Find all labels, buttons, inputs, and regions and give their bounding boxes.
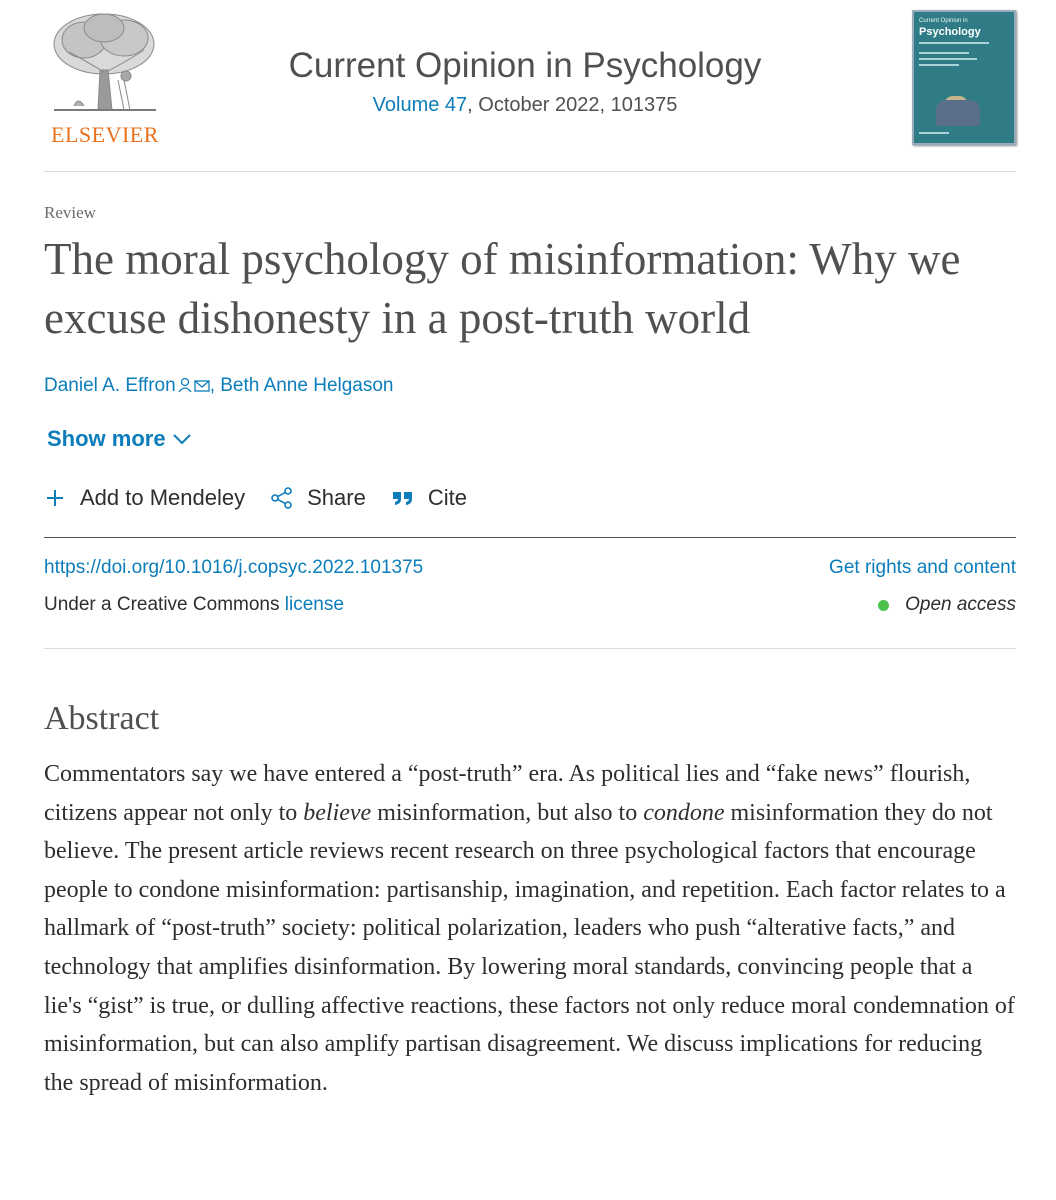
abstract-heading: Abstract bbox=[44, 700, 160, 737]
add-to-mendeley-button[interactable] bbox=[44, 485, 245, 511]
author-separator: , bbox=[209, 375, 221, 396]
person-icon[interactable] bbox=[178, 377, 192, 399]
rights-link[interactable]: Get rights and content bbox=[829, 557, 1016, 578]
license-link[interactable]: license bbox=[284, 594, 344, 615]
cover-text-line bbox=[919, 52, 969, 54]
journal-issue bbox=[194, 94, 856, 117]
share-button[interactable] bbox=[271, 485, 366, 511]
abstract-emphasis: believe bbox=[303, 799, 372, 826]
abstract-text-part: misinformation, but also to bbox=[371, 799, 644, 826]
cover-illustration bbox=[936, 100, 980, 126]
article-title: The moral psychology of misinformation: Why we excuse dishonesty in a post-truth world bbox=[44, 234, 961, 343]
doi-link[interactable]: https://doi.org/10.1016/j.copsyc.2022.101375 bbox=[44, 557, 424, 578]
cover-text-line bbox=[919, 132, 949, 134]
license-prefix: Under a Creative Commons bbox=[44, 594, 285, 615]
abstract-text-part: misinformation they do not believe. The present article reviews recent research on three psychological factors that encourage people to condone misinformation: partisanship, imagination, and repetition. Each factor relates to a hallmark of “post-truth” society: political polarization, leaders who push “alterative facts,” and technology that amplifies disinformation. By lowering moral standards, convincing people that a lie's “gist” is true, or dulling affective reactions, these factors not only reduce moral condemnation of misinformation, but can also amplify partisan disagreement. We discuss implications for reducing the spread of misinformation. bbox=[44, 799, 1015, 1096]
quote-icon bbox=[392, 487, 414, 509]
elsevier-logo[interactable] bbox=[44, 10, 166, 145]
author-list bbox=[44, 375, 394, 399]
license-text bbox=[44, 594, 344, 616]
envelope-icon[interactable] bbox=[194, 377, 210, 399]
metadata-divider bbox=[44, 648, 1016, 649]
journal-header bbox=[44, 10, 1016, 172]
share-label: Share bbox=[307, 485, 366, 510]
cite-label: Cite bbox=[427, 485, 467, 510]
show-more-label: Show more bbox=[47, 426, 166, 451]
volume-link[interactable]: Volume 47 bbox=[372, 94, 468, 116]
cover-title: Psychology bbox=[919, 26, 981, 38]
abstract-text bbox=[44, 755, 1016, 1102]
chevron-down-icon bbox=[172, 433, 192, 445]
header-divider bbox=[44, 171, 1016, 172]
cover-top-text: Current Opinion in bbox=[919, 18, 968, 24]
article-type: Review bbox=[44, 203, 96, 222]
actions-divider bbox=[44, 537, 1016, 538]
tree-icon bbox=[44, 10, 166, 120]
cover-text-line bbox=[919, 42, 989, 44]
open-access-badge bbox=[878, 594, 1016, 616]
cover-text-line bbox=[919, 64, 959, 66]
author-link[interactable]: Daniel A. Effron bbox=[44, 375, 176, 396]
abstract-text-part: Commentators say we have entered a “post-truth” era. As political lies and “fake news” flourish, citizens appear not only to bbox=[44, 761, 971, 826]
journal-info bbox=[194, 46, 856, 117]
open-access-dot-icon bbox=[878, 600, 889, 611]
author-link[interactable]: Beth Anne Helgason bbox=[220, 375, 394, 396]
show-more-button[interactable] bbox=[47, 426, 192, 452]
journal-cover-image[interactable] bbox=[912, 10, 1016, 145]
issue-info: , October 2022, 101375 bbox=[467, 94, 678, 116]
open-access-label: Open access bbox=[905, 594, 1016, 615]
cover-text-line bbox=[919, 58, 977, 60]
plus-icon bbox=[44, 487, 66, 509]
article-actions bbox=[44, 482, 493, 514]
publisher-name: ELSEVIER bbox=[51, 122, 159, 147]
share-icon bbox=[271, 487, 293, 509]
abstract-emphasis: condone bbox=[643, 799, 725, 826]
journal-title[interactable]: Current Opinion in Psychology bbox=[288, 46, 762, 85]
mendeley-label: Add to Mendeley bbox=[80, 485, 246, 510]
cite-button[interactable] bbox=[392, 485, 467, 511]
